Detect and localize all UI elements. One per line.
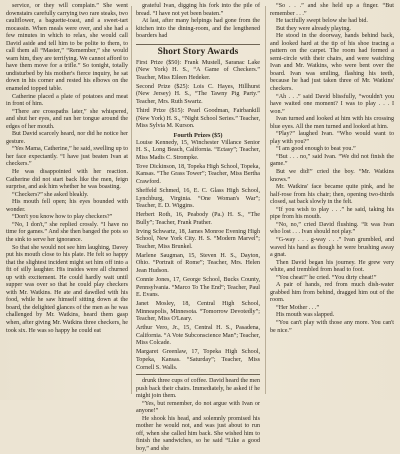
award-second: Second Prize ($25): Lois C. Hayes, Hillhurst (New Jersey) H. S., “The Tawny Pig Party.” Teacher, Mrs. Ruth Swartz. xyxy=(136,83,260,105)
paragraph: “You cheat!” he cried. “You dirty cheat!” xyxy=(276,274,377,281)
award-first: First Prize ($50): Frank Mustell, Saranac Lake (New York) H. S., “A Game of Checkers.” Teacher, Miss Eileen Hedeker. xyxy=(136,59,260,81)
paragraph: “So . . .” and she held up a finger. “But remember . . .” xyxy=(270,3,394,17)
paragraph: He was disappointed with her reaction. Catherine did not start back like the men, feign surprise, and ask him whether he was boasting. xyxy=(6,169,128,191)
award-entry: Margaret Greenlaw, 17, Topeka High School, Topeka, Kansas. “Saturday”; Teacher, Miss Cornell S. Walls. xyxy=(136,349,260,371)
award-entry: Arthur Vero, Jr., 15, Central H. S., Pasadena, California. “A Vote Subconscience Man”; Teacher, Miss Colcade. xyxy=(136,325,260,347)
paragraph: Then David began his journey. He grew very white, and trembled from head to foot. xyxy=(270,259,394,274)
paragraph: He shook his head, and solemnly promised his mother he would not, and was just about to run off, when she called him back. She wished him to finish the sandwiches, so he said “Like a good boy,” and she xyxy=(136,415,260,452)
award-entry: Louise Kennedy, 15, Winchester Villance Senior H. S., Long Beach, California. “Ectasy”; Teacher, Miss Madis C. Strompke. xyxy=(136,139,260,161)
award-entry: Janet Mosley, 18, Central High School, Minneapolis, Minnesota. “Tomorrow Devotedly”; Teacher, Miss O'Leary. xyxy=(136,301,260,323)
paragraph: “You can't play with those any more. You can't be nice.” xyxy=(270,319,394,334)
paragraph: “Checkers?” she asked bleakly. xyxy=(12,191,89,198)
paragraph: So that she would not see him laughing, Davey put his mouth close to his plate. He felt so happy that the slightest incident might set him off into a fit of silly laughter. His insides were all churned up with excitement. He could hardly wait until supper was over so that he could play checkers with Mr. Watkins. He ate and dawdled with his food, while he saw himself sitting down at the board, the delighted glances of the men as he was challenged by Mr. Watkins, heard them gasp when, after giving Mr. Watkins three checkers, he took six. He was so happy he could eat xyxy=(6,244,128,334)
paragraph: “If you wish to play . . .” he said, taking his pipe from his mouth. xyxy=(270,206,394,221)
paragraph: Catherine placed a plate of potatoes and meat in front of him. xyxy=(6,93,128,108)
paragraph: “Yes, but remember, do not argue with Ivan or anyone!” xyxy=(136,400,260,415)
paragraph: “Her Mother . . .” xyxy=(276,304,320,311)
paragraph: He tactfully swept below she had bid. xyxy=(276,18,368,25)
section-rule xyxy=(136,374,260,375)
paragraph: His mouth fell open; his eyes bounded with wonder. xyxy=(6,199,128,213)
story-column-2 xyxy=(136,3,260,452)
award-entry: Connie Jones, 17, George School, Bucks County, Pennsylvania. “Marco To The End”; Teacher, Paul E. Evans. xyxy=(136,277,260,299)
story-column-1 xyxy=(6,3,128,396)
paragraph: “No, no,” cried David flushing. “It was Ivan who lost . . . Ivan should not play.” xyxy=(270,221,394,236)
paragraph: Ivan turned and looked at him with his crossing blue eyes. All the men turned and looked at him. xyxy=(270,116,394,130)
paragraph: drunk three cups of coffee. David heard the men push back their chairs. Immediately, he asked if he might join them. xyxy=(136,378,260,400)
paragraph: “G-way . . . g-way . . .” Ivan grumbled, and waved his hand as though he were brushing away a gnat. xyxy=(270,236,394,259)
award-entry: Herbert Roth, 16, Peabody (Pa.) H. S., “The Bully”; Teacher, Frank Prather. xyxy=(136,212,260,226)
story-column-3 xyxy=(270,3,394,396)
paragraph: “Ah . . .” said David blissfully, “wouldn't you have waited one moment? I was to play . . . I won.” xyxy=(270,93,394,115)
paragraph: “There are crosspaths later,” she whispered, and shut her eyes, and ran her tongue around the edges of her mouth. xyxy=(6,108,128,130)
paragraph: But David scarcely heard, nor did he notice her gesture. xyxy=(6,131,128,145)
paragraph: “But . . . no,” said Ivan. “We did not finish the game.” xyxy=(270,153,394,168)
column-rule xyxy=(265,6,266,394)
paragraph: At last, after many helpings had gone from the kitchen into the dining-room, and the lengthened boarders had xyxy=(136,18,260,40)
paragraph: grateful Ivan, digging his fork into the pile of bread. “I have not yet been beaten.” xyxy=(136,3,260,17)
paragraph: A pair of hands, red from much dish-water grabbed him from behind, dragged him out of the room. xyxy=(270,282,394,304)
paragraph: His mouth was slapped. xyxy=(276,312,335,319)
fourth-prizes-heading: Fourth Prizes ($5) xyxy=(173,132,223,140)
award-entry: Irving Schwartz, 18, James Monroe Evening High School, New York City. H. S. “Modern Marvel”; Teacher, Miss Brunkel. xyxy=(136,228,260,250)
award-entry: Tove Dickinson, 18, Topeka High School, Topeka, Kansas. “The Grass Tower”; Teacher, Miss Bertha Crawford. xyxy=(136,163,260,185)
paragraph: But they were already playing. xyxy=(276,25,351,32)
awards-heading: Short Story Awards xyxy=(157,46,239,57)
paragraph: “Yes Mama, Catherine,” he said, swelling up to her face expectantly. “I have just beaten Ivan at checkers.” xyxy=(6,146,128,168)
column-rule xyxy=(131,6,132,394)
section-rule xyxy=(136,44,260,45)
paragraph: Mr. Watkins' face became quite pink, and he half-rose from his chair; then, opening two-thirds closed, sat back slowly in the felt. xyxy=(270,184,394,206)
paragraph: But we did!” cried the boy. “Mr. Watkins knows.” xyxy=(270,169,394,183)
paragraph: “Don't you know how to play checkers?” xyxy=(12,214,113,221)
award-third: Third Prize ($15): Pearl Goodman, Fairbankill (New York) H. S., “Night School Series.” Teacher, Miss Sylvia M. Kurson. xyxy=(136,108,260,130)
paragraph: “Play?” laughed Ivan. “Who would want to play with you?” xyxy=(270,131,394,145)
paragraph: service, or they will complain.” She went downstairs carefully carrying two rare steaks, two cauliflower, a baguette-toast, and a sweet-tart mocassin. When meals were over, and she had a few minutes in which to relax, she would call David aside and tell him to be polite to them, to call them all “Master,” “Remember,” she would warn him, they are terrifying. We cannot afford to have them move for a trifle.” So tonight, totally undisturbed by his mother's fierce inquiry, he sat down in his corner and rested his elbows on the enameled topped table. xyxy=(6,3,128,93)
award-entry: Sheffeld Schmed, 16, E. C. Glass High School, Lynchburg, Virginia. “One Woman's War”; Teacher, E. D. Wiggins. xyxy=(136,187,260,210)
paragraph: He stood in the doorway, hands behind back, and looked hard at the tip of his shoe tracing a pattern on the carpet. The room had formed a semi-circle with their chairs, and were watching Ivan and Mr. Watkins, who were bent over the board. Ivan was smiling, flashing his teeth, because he had just taken three of Mr. Watkins' checkers. xyxy=(270,33,394,93)
award-entry: Marlene Saugman, 15, Steven H. S., Dayton, Ohio. “Portrait of Rome”; Teacher, Mrs. Helen Jean Hudson. xyxy=(136,252,260,274)
paragraph: “No, I don't,” she replied crossly. “I have no time for games.” And she then banged the pots so the sink to serve her ignorance. xyxy=(6,221,128,243)
paragraph: “I am good enough to beat you.” xyxy=(276,146,356,153)
